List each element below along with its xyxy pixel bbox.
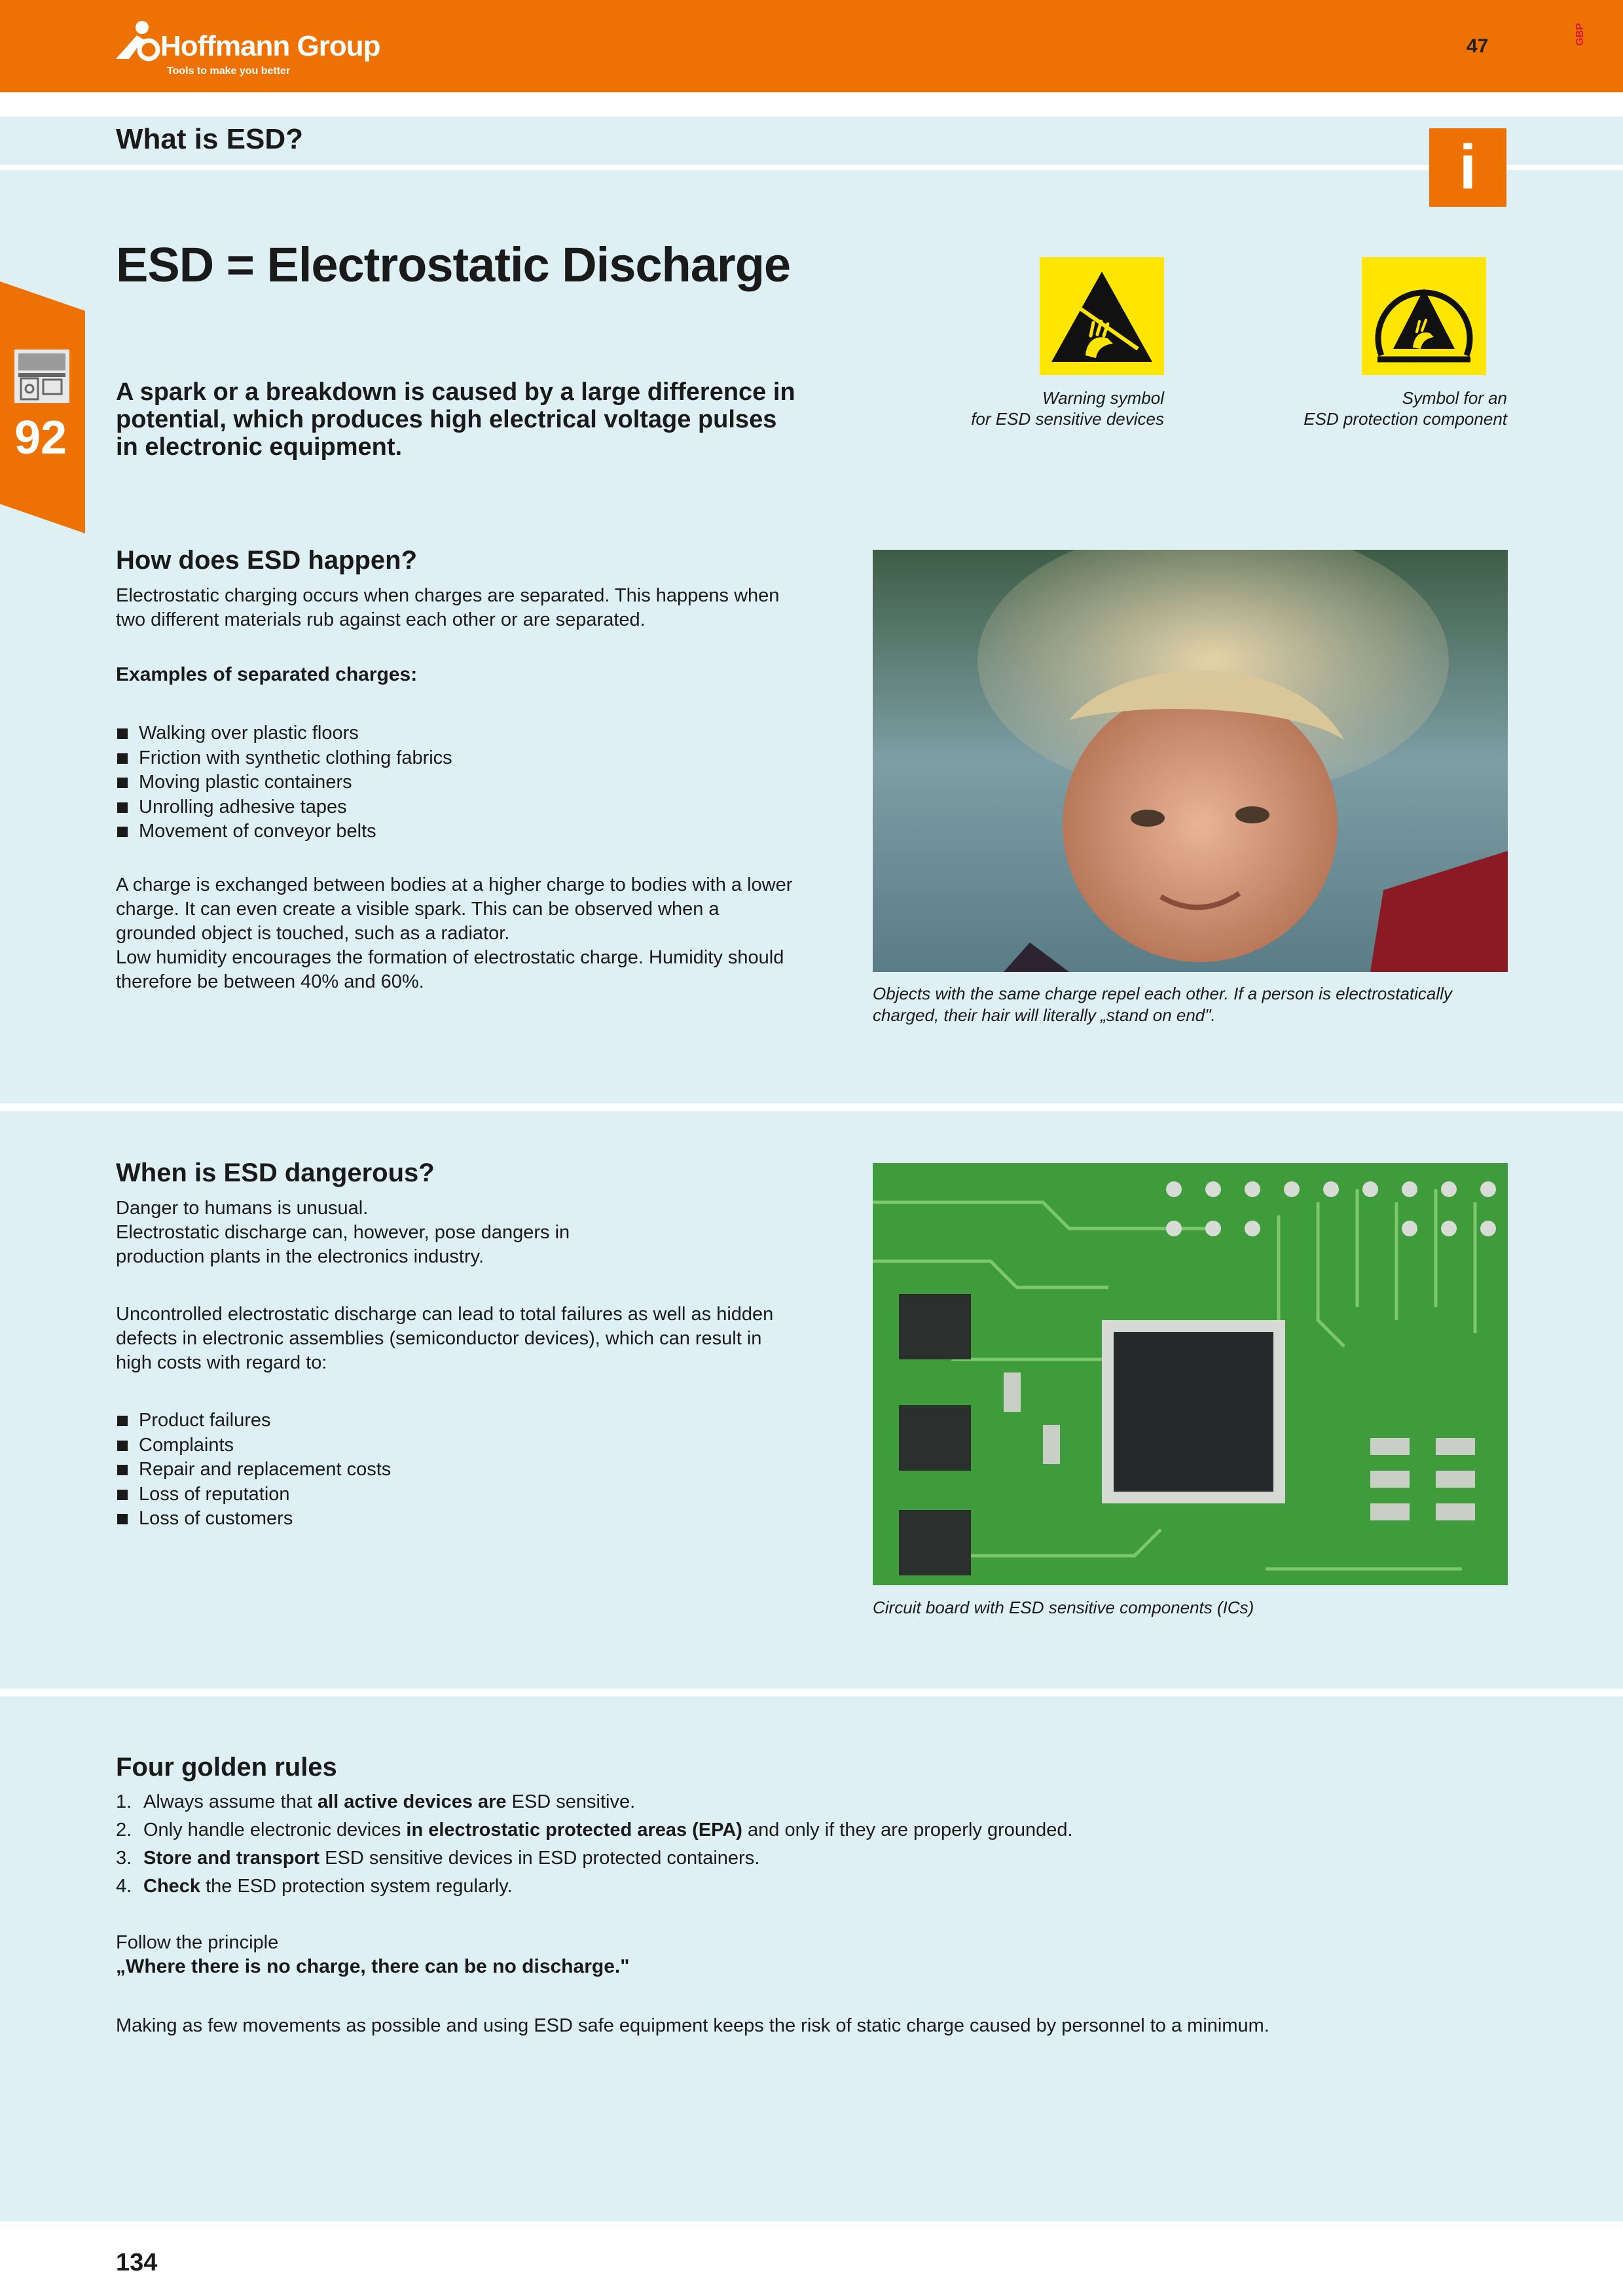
- list-item: Repair and replacement costs: [116, 1458, 705, 1482]
- child-static-hair-photo: [873, 550, 1508, 972]
- list-item: Friction with synthetic clothing fabrics: [116, 746, 705, 771]
- chapter-tab: [0, 281, 85, 533]
- paragraph-text: Low humidity encourages the formation of electrostatic charge. Humidity should therefore be between 40% and 60%.: [116, 947, 784, 992]
- how-paragraph: [116, 873, 803, 994]
- examples-list: [116, 721, 705, 844]
- list-item: Complaints: [116, 1433, 705, 1458]
- list-item: Moving plastic containers: [116, 770, 705, 795]
- danger-paragraph: Uncontrolled electrostatic discharge can lead to total failures as well as hidden defects in electronic assemblies (semiconductor devices), which can result in high costs with regard to:: [116, 1304, 774, 1373]
- brand-tagline: Tools to make you better: [167, 65, 291, 77]
- rule-item: [116, 1873, 1491, 1901]
- principle-quote: „Where there is no charge, there can be no discharge.": [116, 1956, 630, 1977]
- symbol-caption: [1244, 387, 1507, 429]
- examples-heading: Examples of separated charges:: [116, 664, 418, 685]
- list-item: Loss of customers: [116, 1507, 705, 1532]
- page-title: ESD = Electrostatic Discharge: [116, 238, 791, 292]
- lead-paragraph: A spark or a breakdown is caused by a large difference in potential, which produces high electrical voltage pulses in electronic equipment.: [116, 378, 795, 461]
- rule-number: 2.: [116, 1820, 132, 1840]
- rule-text: Only handle electronic devices: [143, 1820, 407, 1840]
- rule-text: ESD sensitive devices in ESD protected containers.: [319, 1848, 760, 1869]
- rule-text: ESD sensitive.: [506, 1791, 636, 1812]
- paragraph-text: A charge is exchanged between bodies at a higher charge to bodies with a lower charge. It can even create a visible spark. This can be observed when a grounded object is touched, such as a radiator.: [116, 874, 793, 944]
- hoffmann-logo-icon: [115, 18, 167, 64]
- rule-number: 3.: [116, 1848, 132, 1869]
- circuit-board-photo: [873, 1163, 1508, 1585]
- caption-line: Symbol for an: [1402, 388, 1507, 408]
- rule-item: [116, 1788, 1491, 1816]
- rules-list: [116, 1788, 1491, 1901]
- info-icon: i: [1429, 128, 1506, 207]
- rule-text: the ESD protection system regularly.: [200, 1876, 513, 1897]
- page-number: 134: [116, 2249, 158, 2276]
- divider-line: [0, 165, 1623, 170]
- principle-intro: Follow the principle: [116, 1932, 279, 1953]
- esd-warning-icon: [1040, 257, 1164, 375]
- paragraph-text: Danger to humans is unusual.: [116, 1198, 369, 1219]
- photo-caption: Objects with the same charge repel each other. If a person is electrostatically charged, their hair will literally „stand on end".: [873, 984, 1452, 1025]
- rule-emphasis: in electrostatic protected areas (EPA): [406, 1820, 742, 1840]
- rule-number: 1.: [116, 1791, 132, 1812]
- chapter-number: 92: [14, 412, 67, 464]
- how-heading: How does ESD happen?: [116, 546, 418, 575]
- workbench-icon: [12, 347, 72, 406]
- how-intro: Electrostatic charging occurs when charges are separated. This happens when two different materials rub against each other or are separated.: [116, 585, 780, 630]
- section-title: What is ESD?: [116, 123, 304, 155]
- list-item: Walking over plastic floors: [116, 721, 705, 746]
- caption-line: for ESD sensitive devices: [971, 409, 1164, 429]
- list-item: Product failures: [116, 1408, 705, 1433]
- caption-line: Warning symbol: [1042, 388, 1164, 408]
- esd-protection-icon: [1362, 257, 1486, 375]
- rule-emphasis: Check: [143, 1876, 201, 1897]
- language-code: GBP: [1575, 23, 1586, 46]
- rule-item: [116, 1844, 1491, 1873]
- rule-text: Always assume that: [143, 1791, 318, 1812]
- brand-logo: [115, 18, 390, 81]
- paragraph-text: Electrostatic discharge can, however, pose dangers in production plants in the electronics industry.: [116, 1222, 570, 1267]
- caption-line: ESD protection component: [1304, 409, 1507, 429]
- photo-caption: Circuit board with ESD sensitive components (ICs): [873, 1598, 1254, 1617]
- brand-name: Hoffmann Group: [160, 30, 380, 62]
- catalog-page-number: 47: [1467, 35, 1489, 57]
- symbol-caption: [943, 387, 1164, 429]
- rule-item: [116, 1816, 1491, 1844]
- danger-heading: When is ESD dangerous?: [116, 1158, 435, 1187]
- list-item: Loss of reputation: [116, 1482, 705, 1507]
- rule-text: and only if they are properly grounded.: [742, 1820, 1073, 1840]
- rule-emphasis: all active devices are: [317, 1791, 507, 1812]
- list-item: Unrolling adhesive tapes: [116, 795, 705, 820]
- list-item: Movement of conveyor belts: [116, 819, 705, 844]
- rules-heading: Four golden rules: [116, 1753, 337, 1782]
- costs-list: [116, 1408, 705, 1532]
- rule-emphasis: Store and transport: [143, 1848, 320, 1869]
- danger-intro: [116, 1196, 574, 1269]
- rule-number: 4.: [116, 1876, 132, 1897]
- closing-paragraph: Making as few movements as possible and using ESD safe equipment keeps the risk of static charge caused by personnel to a minimum.: [116, 2015, 1269, 2036]
